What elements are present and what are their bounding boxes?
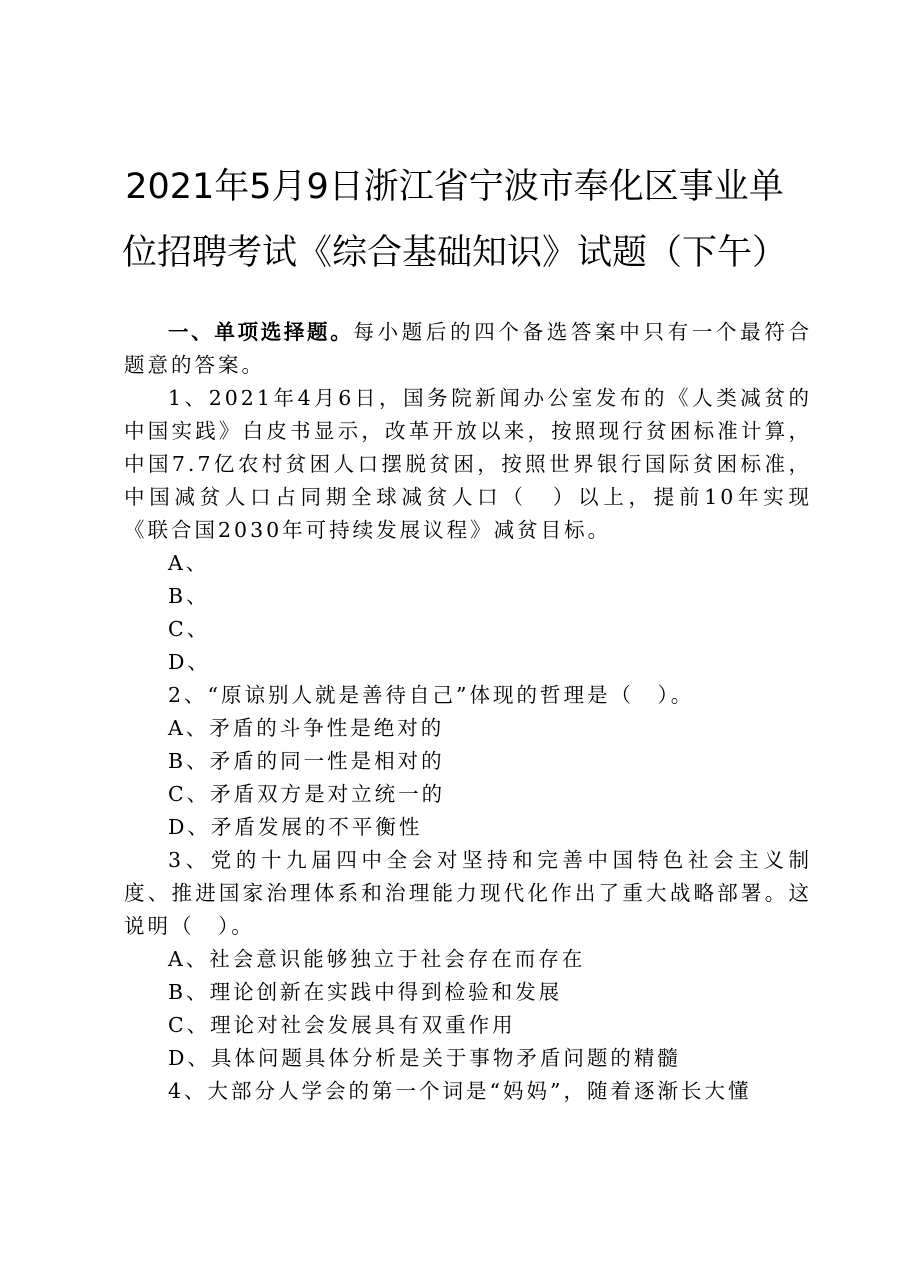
question-1-option-a: A、	[168, 551, 210, 575]
document-title-line-2: 位招聘考试《综合基础知识》试题（下午）	[121, 233, 787, 273]
question-3-option-d: D、具体问题具体分析是关于事物矛盾问题的精髓	[168, 1046, 681, 1070]
question-2-option-b: B、矛盾的同一性是相对的	[168, 749, 445, 773]
question-2-stem: 2、“原谅别人就是善待自己”体现的哲理是（ ）。	[168, 683, 695, 707]
question-3-option-a: A、社会意识能够独立于社会存在而存在	[168, 947, 586, 971]
question-1-stem: 1、2021年4月6日，国务院新闻办公室发布的《人类减贫的中国实践》白皮书显示，改革开放以来，按照现行贫困标准计算，中国7.7亿农村贫困人口摆脱贫困，按照世界银行国际贫困标准，中国减贫人口占同期全球减贫人口（ ）以上，提前10年实现《联合国2030年可持续发展议程》减贫目标。	[124, 386, 812, 542]
question-3-option-c: C、理论对社会发展具有双重作用	[168, 1013, 516, 1037]
question-1-option-d: D、	[168, 650, 211, 674]
question-1-option-b: B、	[168, 584, 210, 608]
question-3-option-b: B、理论创新在实践中得到检验和发展	[168, 980, 563, 1004]
section-intro	[124, 316, 812, 382]
document-body	[124, 316, 812, 1108]
question-3-stem: 3、党的十九届四中全会对坚持和完善中国特色社会主义制度、推进国家治理体系和治理能力现代化作出了重大战略部署。这说明（ ）。	[124, 848, 812, 938]
question-4-stem: 4、大部分人学会的第一个词是“妈妈”，随着逐渐长大懂	[168, 1079, 752, 1103]
question-2-option-a: A、矛盾的斗争性是绝对的	[168, 716, 445, 740]
document-title-line-1: 2021年5月9日浙江省宁波市奉化区事业单	[125, 167, 784, 207]
question-1-option-c: C、	[168, 617, 211, 641]
section-heading: 一、单项选择题。	[168, 320, 354, 344]
section-instruction: 每小题后的四个备选答案中只有一个最符合题意的答案。	[124, 320, 813, 377]
question-2-option-d: D、矛盾发展的不平衡性	[168, 815, 423, 839]
question-2-option-c: C、矛盾双方是对立统一的	[168, 782, 446, 806]
